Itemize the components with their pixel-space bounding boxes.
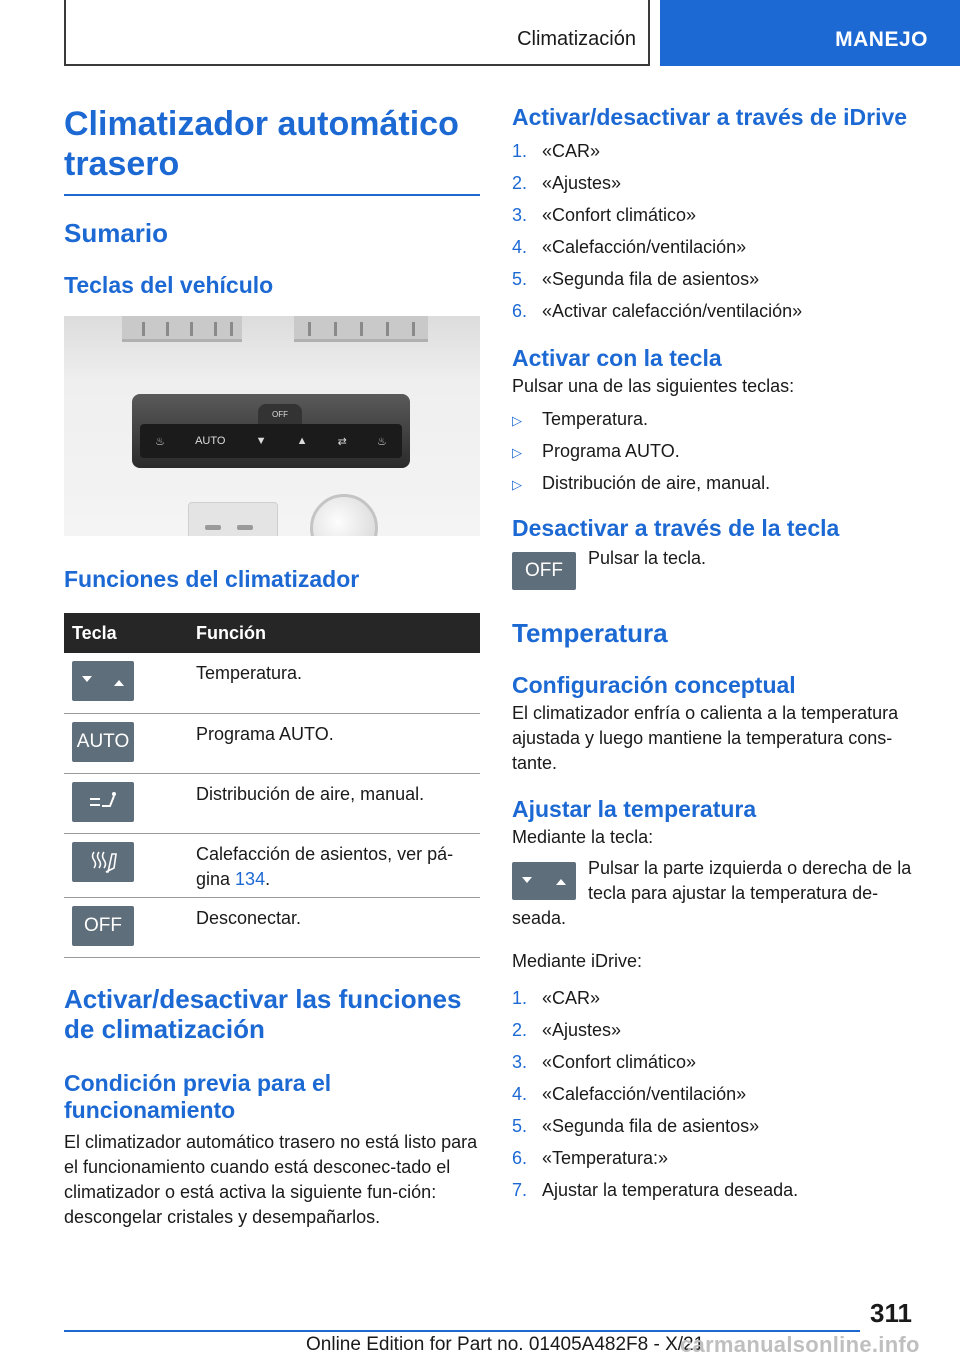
list-item-text: «Ajustes»: [542, 1020, 622, 1040]
list-item: 6. «Temperatura:»: [512, 1146, 928, 1178]
control-knob: [310, 494, 378, 536]
mediante-tecla-text: Mediante la tecla:: [512, 827, 654, 847]
list-item-text: Distribución de aire, manual.: [542, 473, 771, 493]
list-item: 2. «Ajustes»: [512, 171, 928, 203]
header-chapter-tab[interactable]: [660, 0, 960, 66]
list-item-text: Temperatura.: [542, 409, 649, 429]
table-cell-text: Programa AUTO.: [188, 713, 480, 773]
table-row: [64, 897, 480, 957]
page-reference-link[interactable]: 134: [235, 868, 266, 889]
air-distribution-icon: [72, 782, 134, 822]
desactivar-paragraph: Pulsar la tecla.: [588, 548, 707, 568]
temp-steps-list: [512, 986, 928, 1210]
seat-heating-text-line2: gina: [196, 868, 236, 889]
header-chapter-label: MANEJO: [835, 28, 928, 51]
seat-heating-icon: [72, 842, 134, 882]
idrive-steps-list: [512, 139, 928, 331]
seat-heating-text: Calefacción de asientos, ver pá‐: [196, 843, 454, 864]
panel-temp-up-icon: ▲: [296, 435, 308, 447]
table-header-funcion: Función: [188, 613, 480, 653]
heading-activar-tecla: Activar con la tecla: [512, 345, 722, 371]
functions-table: [64, 613, 480, 958]
panel-auto-label: AUTO: [195, 435, 226, 447]
page-title: Climatizador automático trasero: [64, 104, 480, 196]
auto-key-icon: AUTO: [72, 722, 134, 762]
configuracion-paragraph: El climatizador enfría o calienta a la temperatura ajustada y luego mantiene la temperatura cons‐tante.: [512, 703, 899, 773]
list-item-text: «CAR»: [542, 988, 601, 1008]
ajustar-keyline: [512, 856, 928, 906]
list-item-text: Ajustar la temperatura deseada.: [542, 1180, 799, 1200]
heading-idrive: Activar/desactivar a través de iDrive: [512, 104, 908, 130]
list-item: [512, 439, 928, 471]
heading-ajustar: Ajustar la temperatura: [512, 796, 757, 822]
list-item: 3. «Confort climático»: [512, 1050, 928, 1082]
mediante-idrive-text: Mediante iDrive:: [512, 951, 643, 971]
list-item-text: «Confort climático»: [542, 205, 697, 225]
table-cell-text: [188, 833, 480, 897]
heading-desactivar-tecla: Desactivar a través de la tecla: [512, 515, 840, 541]
list-item: [512, 407, 928, 439]
table-cell-text: Temperatura.: [188, 653, 480, 713]
heading-sumario: Sumario: [64, 218, 169, 248]
list-item: 7. Ajustar la temperatura deseada.: [512, 1178, 928, 1210]
list-item-text: «Ajustes»: [542, 173, 622, 193]
list-item: 6. «Activar calefacción/ventilación»: [512, 299, 928, 331]
heading-condicion-previa: Condición previa para el funcionamiento: [64, 1069, 332, 1123]
list-item: 5. «Segunda fila de asientos»: [512, 267, 928, 299]
left-column: [64, 100, 480, 1230]
usb-tray: [188, 502, 278, 536]
activar-tecla-paragraph: Pulsar una de las siguientes teclas:: [512, 376, 795, 396]
list-item-text: Programa AUTO.: [542, 441, 680, 461]
ajustar-key-paragraph-end: seada.: [512, 908, 567, 928]
watermark: carmanualsonline.info: [680, 1332, 920, 1357]
table-cell-text: Desconectar.: [188, 897, 480, 957]
list-item: 2. «Ajustes»: [512, 1018, 928, 1050]
seat-heating-text-end: .: [265, 868, 271, 889]
table-row: [64, 713, 480, 773]
list-item-text: «CAR»: [542, 141, 601, 161]
list-item: 5. «Segunda fila de asientos»: [512, 1114, 928, 1146]
list-item-text: «Calefacción/ventilación»: [542, 1084, 747, 1104]
table-row: [64, 773, 480, 833]
list-item-text: «Calefacción/ventilación»: [542, 237, 747, 257]
list-item-text: «Segunda fila de asientos»: [542, 269, 760, 289]
header-section-title: Climatización: [517, 28, 636, 50]
triangle-bullet-icon: ▷: [512, 477, 522, 492]
heading-funciones: Funciones del climatizador: [64, 566, 360, 592]
air-vent-right: [294, 316, 428, 342]
list-item: 4. «Calefacción/ventilación»: [512, 235, 928, 267]
off-key-icon: OFF: [512, 552, 576, 590]
footer-edition: Online Edition for Part no. 01405A482F8 - X/21: [306, 1334, 705, 1355]
temperature-arrows-icon: [72, 661, 134, 701]
table-row: [64, 653, 480, 713]
heading-teclas: Teclas del vehículo: [64, 272, 274, 298]
panel-air-distribution-icon: ⇄: [337, 435, 347, 448]
climate-control-panel: [132, 394, 410, 468]
panel-seat-heat-right-icon: ♨: [377, 435, 387, 448]
condicion-paragraph: El climatizador automático trasero no está listo para el funcionamiento cuando está desconec‐tado el climatizador o está activa la siguiente fun‐ción: descongelar cristales y desempañarlos.: [64, 1131, 478, 1227]
desactivar-keyline: [512, 546, 928, 590]
panel-off-button: OFF: [258, 404, 302, 426]
tecla-list: [512, 407, 928, 503]
right-column: [512, 104, 928, 1210]
panel-seat-heat-left-icon: ♨: [155, 435, 165, 448]
vehicle-keys-photo: [64, 316, 480, 536]
list-item-text: «Segunda fila de asientos»: [542, 1116, 760, 1136]
heading-activar-desactivar: Activar/desactivar las funciones de climatización: [64, 983, 462, 1044]
triangle-bullet-icon: ▷: [512, 413, 522, 428]
ajustar-key-paragraph: Pulsar la parte izquierda o derecha de la tecla para ajustar la temperatura de‐: [588, 858, 912, 903]
table-cell-text: Distribución de aire, manual.: [188, 773, 480, 833]
list-item-text: «Activar calefacción/ventilación»: [542, 301, 803, 321]
air-vent-left: [122, 316, 242, 342]
triangle-bullet-icon: ▷: [512, 445, 522, 460]
off-key-icon: OFF: [72, 906, 134, 946]
list-item: 1. «CAR»: [512, 986, 928, 1018]
temperature-arrows-icon: [512, 862, 576, 900]
list-item: 1. «CAR»: [512, 139, 928, 171]
list-item: 4. «Calefacción/ventilación»: [512, 1082, 928, 1114]
page-number: 311: [870, 1298, 912, 1328]
heading-configuracion: Configuración conceptual: [512, 672, 796, 698]
list-item: [512, 471, 928, 503]
panel-temp-down-icon: ▼: [255, 435, 267, 447]
page-header: [0, 0, 960, 66]
table-row: [64, 833, 480, 897]
list-item: 3. «Confort climático»: [512, 203, 928, 235]
table-header-row: [64, 613, 480, 653]
panel-buttons: [140, 424, 402, 458]
list-item-text: «Confort climático»: [542, 1052, 697, 1072]
heading-temperatura: Temperatura: [512, 618, 668, 648]
list-item-text: «Temperatura:»: [542, 1148, 669, 1168]
table-header-tecla: Tecla: [64, 613, 188, 653]
